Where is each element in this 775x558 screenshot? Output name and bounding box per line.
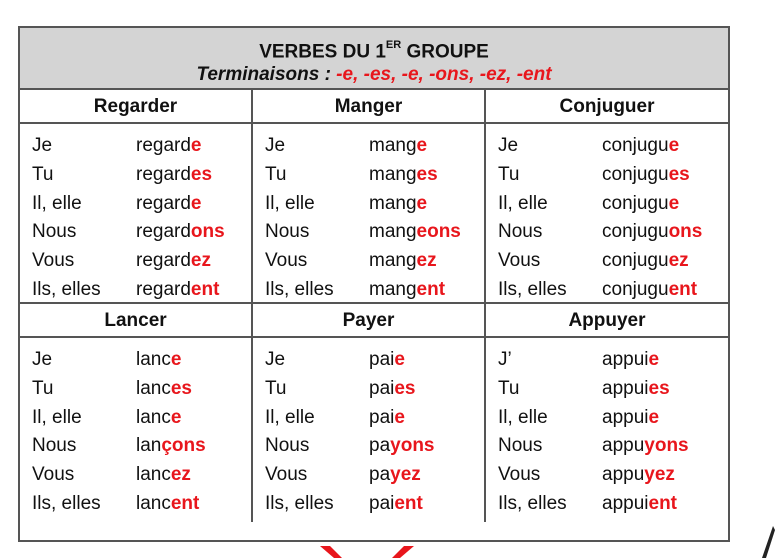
verb-column [486, 90, 728, 304]
title-tail-text: GROUPE [401, 41, 489, 63]
verb-stem: conjugu [602, 192, 669, 214]
verb-form [369, 349, 405, 371]
verb-form [602, 464, 675, 486]
pronoun: Ils, elles [32, 278, 101, 300]
conjugation-line [32, 132, 251, 161]
pronoun: Vous [32, 250, 75, 272]
verb-stem: lanc [136, 406, 171, 428]
verb-form [136, 279, 219, 301]
verb-form [602, 493, 677, 515]
verb-ending: e [170, 349, 182, 371]
verb-stem: mang [369, 221, 417, 243]
pronoun: Ils, elles [498, 492, 567, 514]
verb-stem: mang [369, 164, 417, 186]
conjugation-line [498, 275, 728, 304]
page-title [20, 36, 728, 63]
pronoun: Vous [265, 250, 308, 272]
title-main-text: VERBES DU 1 [259, 41, 386, 63]
conjugation-line [32, 346, 251, 375]
pronoun: Tu [265, 164, 287, 186]
verb-ending: es [416, 164, 438, 186]
verb-form [136, 221, 225, 243]
conjugation-line [32, 489, 251, 518]
decorative-red-mark [318, 546, 428, 558]
verb-stem: mang [369, 192, 417, 214]
verb-form [136, 193, 202, 215]
verb-ending: ez [170, 464, 191, 486]
verb-stem: appui [602, 349, 649, 371]
pronoun: Il, elle [32, 406, 82, 428]
verb-stem: lanc [136, 464, 171, 486]
verb-stem: appui [602, 492, 649, 514]
verb-stem: appu [602, 464, 645, 486]
conjugation-line [265, 161, 484, 190]
verb-form [136, 135, 202, 157]
pronoun: Il, elle [265, 406, 315, 428]
conjugation-line [265, 275, 484, 304]
verb-stem: appui [602, 378, 649, 400]
conjugation-list [253, 124, 484, 302]
pronoun: Tu [32, 164, 54, 186]
conjugation-line [498, 489, 728, 518]
title-block [20, 28, 728, 90]
pronoun: Il, elle [32, 192, 82, 214]
verb-form [602, 193, 679, 215]
verb-ending: yez [390, 464, 421, 486]
conjugation-line [265, 218, 484, 247]
verb-ending: ez [668, 250, 689, 272]
verb-stem: lanc [136, 349, 171, 371]
conjugation-list [486, 338, 728, 522]
verb-ending: ent [648, 492, 677, 514]
verb-form [136, 435, 206, 457]
verb-form [369, 407, 405, 429]
conjugation-line [32, 189, 251, 218]
pronoun: Il, elle [498, 192, 548, 214]
verb-stem: appu [602, 435, 645, 457]
pronoun: Nous [32, 435, 77, 457]
conjugation-list [486, 124, 728, 302]
pronoun: Vous [32, 464, 75, 486]
verb-form [136, 407, 181, 429]
verb-ending: ent [170, 492, 200, 514]
verb-stem: pai [369, 492, 395, 514]
verb-form [136, 349, 181, 371]
verb-form [369, 250, 437, 272]
verb-form [369, 464, 421, 486]
verb-stem: pa [369, 435, 391, 457]
verb-ending: ent [668, 278, 698, 300]
verb-stem: conjugu [602, 278, 669, 300]
verb-ending: eons [416, 221, 461, 243]
verb-stem: lanc [136, 378, 171, 400]
verb-ending: ent [416, 278, 446, 300]
verb-form [602, 135, 679, 157]
decorative-black-mark [760, 526, 775, 558]
verb-ending: ons [190, 221, 225, 243]
verb-ending: es [170, 378, 192, 400]
pronoun: Je [32, 135, 53, 157]
verb-form [602, 221, 702, 243]
pronoun: Tu [265, 378, 287, 400]
conjugation-line [32, 161, 251, 190]
verb-ending: yons [390, 435, 435, 457]
conjugation-line [265, 247, 484, 276]
endings-list: -e, -es, -e, -ons, -ez, -ent [336, 64, 552, 86]
conjugation-line [265, 489, 484, 518]
verb-heading: Conjuguer [486, 90, 728, 124]
verb-stem: conjugu [602, 164, 669, 186]
verb-stem: conjugu [602, 221, 669, 243]
conjugation-line [265, 132, 484, 161]
verb-form [369, 279, 445, 301]
conjugation-line [265, 375, 484, 404]
verb-stem: regard [136, 135, 191, 157]
verb-column [20, 304, 253, 522]
pronoun: Nous [498, 221, 543, 243]
verb-heading: Lancer [20, 304, 251, 338]
verb-stem: conjugu [602, 135, 669, 157]
conjugation-sheet [18, 26, 730, 542]
verb-form [602, 378, 670, 400]
pronoun: Nous [265, 221, 310, 243]
conjugation-line [498, 132, 728, 161]
verb-column [486, 304, 728, 522]
conjugation-line [32, 432, 251, 461]
conjugation-line [265, 346, 484, 375]
verb-stem: lanc [136, 492, 171, 514]
verb-heading: Manger [253, 90, 484, 124]
verb-ending: yons [644, 435, 689, 457]
verb-ending: e [394, 406, 405, 428]
pronoun: Ils, elles [265, 492, 334, 514]
verb-ending: ent [394, 492, 423, 514]
conjugation-line [498, 247, 728, 276]
verb-column [253, 90, 486, 304]
verb-ending: e [668, 135, 680, 157]
pronoun: Nous [265, 435, 310, 457]
verb-ending: e [416, 192, 428, 214]
verb-form [136, 464, 191, 486]
conjugation-list [20, 124, 251, 302]
pronoun: Ils, elles [265, 278, 334, 300]
conjugation-line [265, 403, 484, 432]
pronoun: Je [32, 349, 53, 371]
verb-form [602, 349, 659, 371]
verb-ending: e [668, 192, 680, 214]
verb-ending: ent [190, 278, 220, 300]
verb-form [602, 250, 689, 272]
verb-ending: e [190, 192, 202, 214]
conjugation-line [265, 461, 484, 490]
verb-form [369, 435, 435, 457]
pronoun: Tu [32, 378, 54, 400]
pronoun: Nous [498, 435, 543, 457]
pronoun: Nous [32, 221, 77, 243]
verb-row [20, 90, 728, 304]
pronoun: Vous [498, 250, 541, 272]
pronoun: Tu [498, 378, 520, 400]
endings-label: Terminaisons : [196, 64, 337, 86]
verb-ending: ez [416, 250, 437, 272]
verb-stem: pa [369, 464, 391, 486]
verb-grid [20, 90, 728, 522]
conjugation-line [498, 403, 728, 432]
conjugation-line [265, 189, 484, 218]
conjugation-line [498, 346, 728, 375]
verb-heading: Payer [253, 304, 484, 338]
pronoun: Vous [498, 464, 541, 486]
verb-stem: mang [369, 278, 417, 300]
verb-row [20, 304, 728, 522]
verb-ending: es [394, 378, 416, 400]
verb-column [253, 304, 486, 522]
conjugation-line [498, 375, 728, 404]
verb-stem: regard [136, 221, 191, 243]
verb-stem: regard [136, 192, 191, 214]
conjugation-line [498, 461, 728, 490]
verb-form [369, 135, 427, 157]
endings-subtitle [20, 63, 728, 87]
verb-ending: e [190, 135, 202, 157]
verb-form [369, 221, 461, 243]
conjugation-line [32, 403, 251, 432]
verb-ending: e [394, 349, 405, 371]
verb-ending: e [648, 406, 660, 428]
verb-stem: mang [369, 250, 417, 272]
verb-ending: çons [161, 435, 206, 457]
verb-ending: ons [668, 221, 703, 243]
conjugation-line [32, 275, 251, 304]
pronoun: Tu [498, 164, 520, 186]
conjugation-line [32, 247, 251, 276]
conjugation-line [32, 218, 251, 247]
verb-stem: regard [136, 164, 191, 186]
verb-stem: regard [136, 250, 191, 272]
verb-form [369, 493, 423, 515]
verb-form [136, 378, 192, 400]
verb-ending: ez [190, 250, 211, 272]
verb-ending: es [668, 164, 690, 186]
verb-stem: pai [369, 349, 395, 371]
verb-stem: lan [136, 435, 162, 457]
verb-heading: Appuyer [486, 304, 728, 338]
title-superscript: ER [385, 39, 402, 51]
conjugation-line [32, 375, 251, 404]
verb-stem: conjugu [602, 250, 669, 272]
verb-heading: Regarder [20, 90, 251, 124]
pronoun: Ils, elles [498, 278, 567, 300]
verb-form [369, 164, 438, 186]
verb-form [369, 378, 416, 400]
conjugation-line [32, 461, 251, 490]
conjugation-line [265, 432, 484, 461]
verb-form [136, 164, 212, 186]
verb-form [602, 164, 690, 186]
conjugation-list [20, 338, 251, 522]
verb-ending: yez [644, 464, 675, 486]
verb-column [20, 90, 253, 304]
conjugation-line [498, 218, 728, 247]
pronoun: Il, elle [498, 406, 548, 428]
verb-stem: pai [369, 378, 395, 400]
pronoun: J’ [498, 349, 512, 371]
verb-form [369, 193, 427, 215]
verb-form [602, 279, 697, 301]
verb-ending: e [416, 135, 428, 157]
pronoun: Il, elle [265, 192, 315, 214]
conjugation-line [498, 161, 728, 190]
verb-ending: e [170, 406, 182, 428]
verb-stem: appui [602, 406, 649, 428]
verb-form [136, 493, 199, 515]
verb-form [136, 250, 211, 272]
conjugation-list [253, 338, 484, 522]
verb-ending: es [648, 378, 670, 400]
pronoun: Je [265, 349, 286, 371]
conjugation-line [498, 432, 728, 461]
verb-ending: e [648, 349, 660, 371]
pronoun: Je [265, 135, 286, 157]
pronoun: Vous [265, 464, 308, 486]
pronoun: Ils, elles [32, 492, 101, 514]
verb-form [602, 407, 659, 429]
verb-form [602, 435, 689, 457]
verb-ending: es [190, 164, 213, 186]
verb-stem: regard [136, 278, 191, 300]
verb-stem: pai [369, 406, 395, 428]
conjugation-line [498, 189, 728, 218]
verb-stem: mang [369, 135, 417, 157]
pronoun: Je [498, 135, 519, 157]
